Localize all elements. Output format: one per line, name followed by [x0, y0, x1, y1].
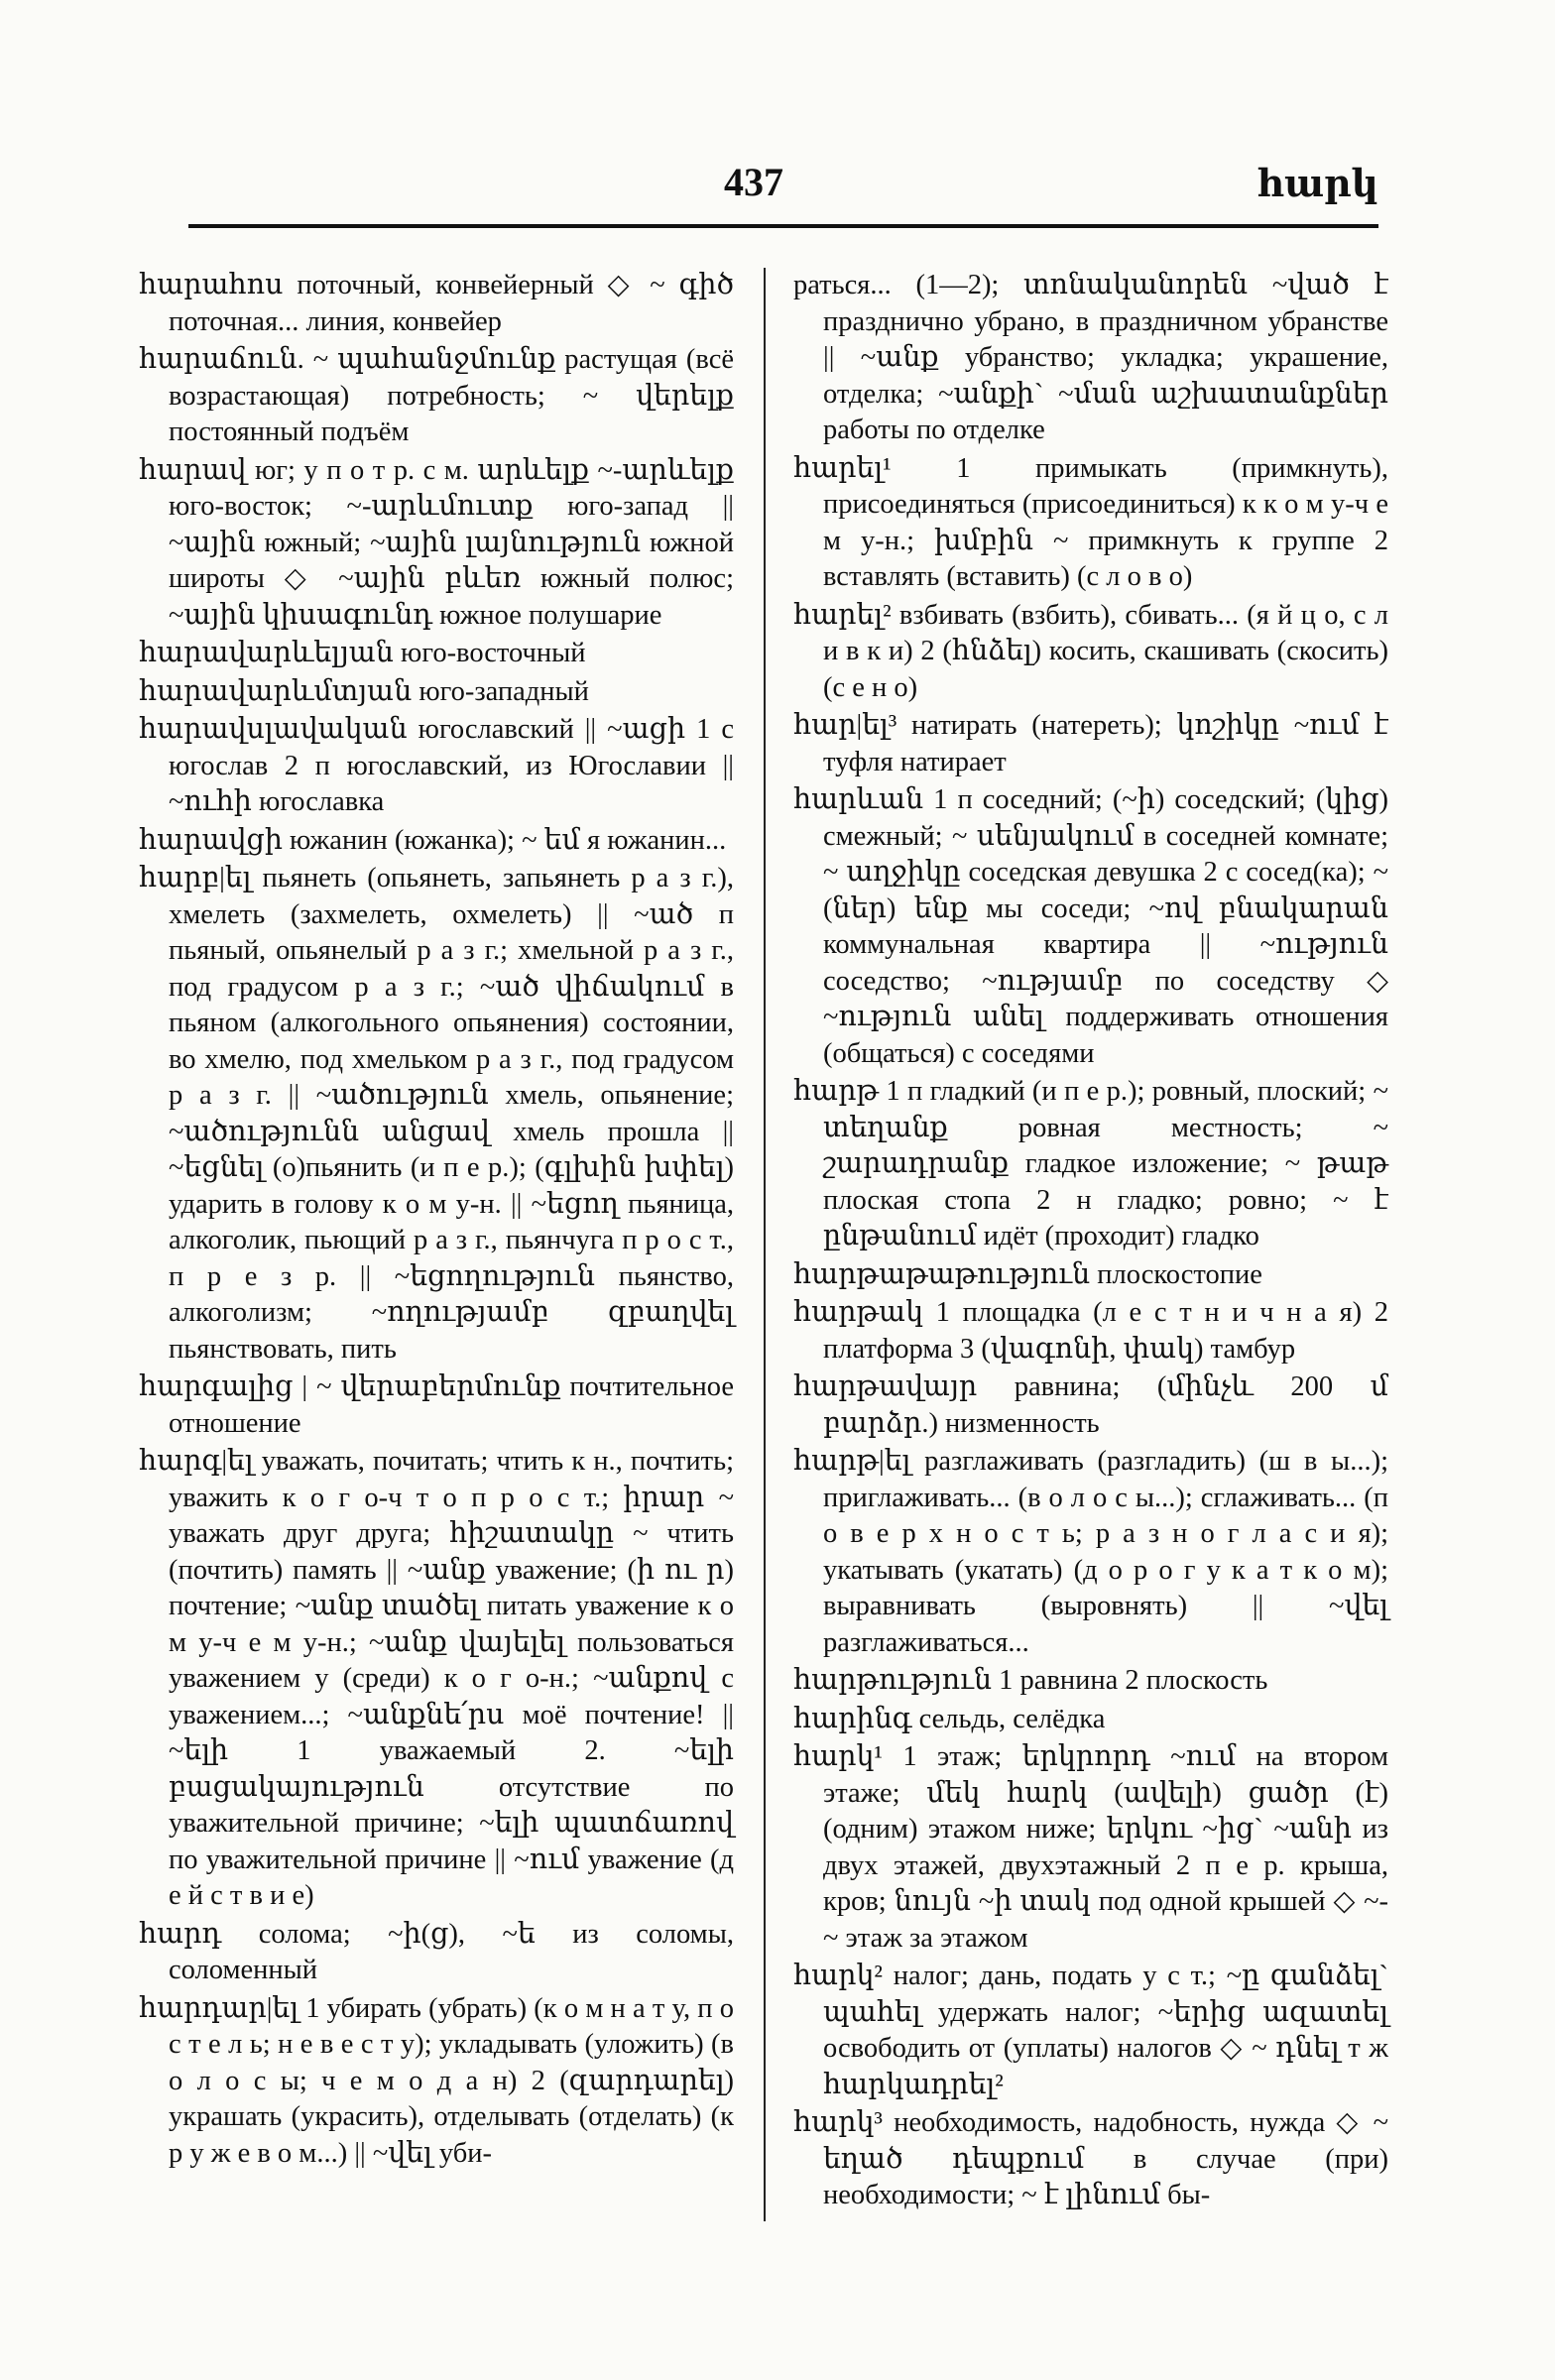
dictionary-entry: հարբ|ել пьянеть (опьянеть, запьянеть р а з г.), хмелеть (захмелеть, охмелеть) || ~ած п пьяный, опьянелый р а з г.; хмельной р а з г., под градусом р а з г.; ~ած վիճակում в пьяном (алкогольного опьянения) состоянии, во хмелю, под хмельком р а з г., под градусом р а з г. || ~ածություն хмель, опьянение; ~ածությունն անցավ хмель прошла || ~եցնել (о)пьянить (и п е р.); (գլխին խփել) ударить в голову к о м у-н. || ~եցող пьяница, алкоголик, пьющий р а з г., пьянчуга п р о с т., п р е з р. || ~եցողություն пьянство, алкоголизм; ~ողությամբ զբաղվել пьянствовать, пить — [139, 863, 734, 1365]
dictionary-entry: հարթակ 1 площадка (л е с т н и ч н а я) 2 платформа 3 (վագոնի, փակ) тамбур — [793, 1297, 1388, 1365]
dictionary-entry: հարգալից | ~ վերաբերմունք почтительное отношение — [139, 1371, 734, 1439]
dictionary-entry: հարկ¹ 1 этаж; երկրորդ ~ում на втором этаже; մեկ հարկ (ավելի) ցածր (է) (одним) этажом ниже; երկու ~ից` ~անի из двух этажей, двухэтажный 2 п е р. крыша, кров; նույն ~ի տակ под одной крышей ◇ ~-~ этаж за этажом — [793, 1741, 1388, 1954]
right-column — [793, 268, 1388, 2216]
dictionary-entry: հարդ солома; ~ի(ց), ~ե из соломы, соломенный — [139, 1918, 734, 1985]
left-column — [139, 268, 734, 2174]
dictionary-entry: հար|ել³ натирать (натереть); կոշիկը ~ում է туфля натирает — [793, 710, 1388, 777]
dictionary-entry: раться... (1—2); տոնականորեն ~ված է празднично убрано, в праздничном убранстве || ~անք убранство; укладка; украшение, отделка; ~անքի` ~ման աշխատանքներ работы по отделке — [793, 270, 1388, 445]
running-head: հարկ — [1256, 164, 1378, 205]
dictionary-entry: հարել¹ 1 примыкать (примкнуть), присоединяться (присоединиться) к к о м у-ч е м у-н.; խմբին ~ примкнуть к группе 2 вставлять (вставить) (с л о в о) — [793, 452, 1388, 592]
header-rule — [188, 224, 1378, 228]
dictionary-entry: հարաճուն. ~ պահանջմունք растущая (всё возрастающая) потребность; ~ վերելք постоянный подъём — [139, 344, 734, 447]
page-header — [188, 159, 1378, 218]
dictionary-entry: հարթ 1 п гладкий (и п е р.); ровный, плоский; ~ տեղանք ровная местность; ~ շարադրանք гладкое изложение; ~ թաթ плоская стопа 2 н гладко; ровно; ~ է ընթանում идёт (проходит) гладко — [793, 1076, 1388, 1251]
dictionary-entry: հարել² взбивать (взбить), сбивать... (я й ц о, с л и в к и) 2 (հնձել) косить, скашивать (скосить) (с е н о) — [793, 599, 1388, 703]
page-number: 437 — [724, 160, 783, 204]
dictionary-entry: հարավարևմտյան юго-западный — [139, 675, 589, 707]
dictionary-entry: հարգ|ել уважать, почитать; чтить к н., почтить; уважить к о г о-ч т о п р о с т.; իրար ~ уважать друг друга; հիշատակը ~ чтить (почтить) память || ~անք уважение; (ի ու ր) почтение; ~անք տածել питать уважение к о м у-ч е м у-н.; ~անք վայելել пользоваться уважением у (среди) к о г о-н.; ~անքով с уважением...; ~անքնե՛րս моё почтение! || ~ելի 1 уважаемый 2. ~ելի բացակայություն отсутствие по уважительной причине; ~ելի պատճառով по уважительной причине || ~ում уважение (д е й с т в и е) — [139, 1446, 734, 1911]
dictionary-entry: հարավցի южанин (южанка); ~ եմ я южанин... — [139, 824, 727, 856]
column-divider — [764, 268, 766, 2221]
dictionary-entry: հարթավայր равнина; (մինչև 200 մ բարձր.) низменность — [793, 1371, 1388, 1439]
dictionary-entry: հարդար|ել 1 убирать (убрать) (к о м н а т у, п о с т е л ь; н е в е с т у); укладывать (уложить) (в о л о с ы; ч е м о д а н) 2 (զարդարել) украшать (украсить), отделывать (отделать) (к р у ж е в о м...) || ~վել уби- — [139, 1992, 734, 2169]
dictionary-entry: հարավսլավական югославский || ~ացի 1 с югослав 2 п югославский, из Югославии || ~ուհի югославка — [139, 714, 734, 817]
dictionary-entry: հարահոս поточный, конвейерный ◇ ~ գիծ поточная... линия, конвейер — [139, 270, 734, 337]
dictionary-entry: հարթ|ել разглаживать (разгладить) (ш в ы...); приглаживать... (в о л о с ы...); сглаживать... (п о в е р х н о с т ь; р а з н о г л а с и я); укатывать (укатать) (д о р о г у к а т к о м); выравнивать (выровнять) || ~վել разглаживаться... — [793, 1446, 1388, 1658]
dictionary-entry: հարկ³ необходимость, надобность, нужда ◇ ~ եղած դեպքում в случае (при) необходимости; ~ է լինում бы- — [793, 2107, 1388, 2210]
dictionary-entry: հարթություն 1 равнина 2 плоскость — [793, 1665, 1268, 1696]
dictionary-entry: հարավարևելյան юго-восточный — [139, 638, 586, 668]
dictionary-entry: հարթաթաթություն плоскостопие — [793, 1258, 1262, 1290]
dictionary-entry: հարինգ сельдь, селёдка — [793, 1703, 1106, 1734]
dictionary-entry: հարկ² налог; дань, подать у с т.; ~ը գանձել` պահել удержать налог; ~երից ազատել освободить от (уплаты) налогов ◇ ~ դնել т ж հարկադրել² — [793, 1961, 1388, 2100]
dictionary-entry: հարավ юг; у п о т р. с м. արևելք ~-արևելք юго-восток; ~-արևմուտք юго-запад || ~ային южный; ~ային լայնություն южной широты ◇ ~ային բևեռ южный полюс; ~ային կիսագունդ южное полушарие — [139, 454, 734, 631]
dictionary-entry: հարևան 1 п соседний; (~ի) соседский; (կից) смежный; ~ սենյակում в соседней комнате; ~ աղջիկը соседская девушка 2 с сосед(ка); ~(ներ) ենք мы соседи; ~ով բնակարան коммунальная квартира || ~ություն соседство; ~ությամբ по соседству ◇ ~ություն անել поддерживать отношения (общаться) с соседями — [793, 784, 1388, 1069]
